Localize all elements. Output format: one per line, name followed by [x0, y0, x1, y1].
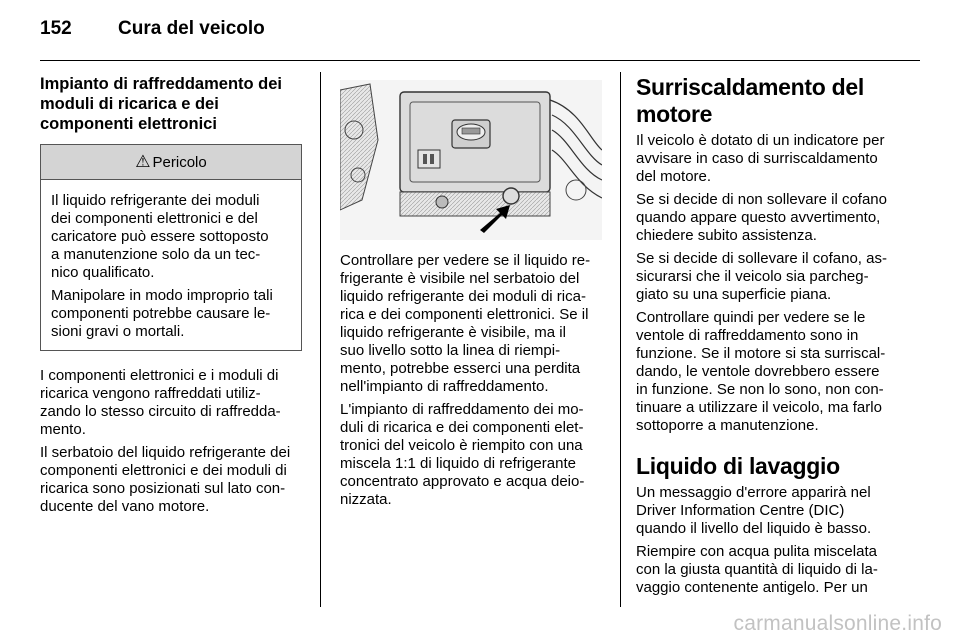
- body-paragraph: Il serbatoio del liquido refrigerante dei componenti elettronici e dei moduli di ricarica sono posizionati sul lato con- ducente del vano motore.: [40, 444, 291, 515]
- section-heading-cooling: Impianto di raffreddamento dei moduli di ricarica e dei componenti elettronici: [40, 75, 283, 133]
- warning-paragraph: Manipolare in modo improprio tali componenti potrebbe causare le- sioni gravi o mortali.: [51, 287, 273, 340]
- body-paragraph: Riempire con acqua pulita miscelata con la giusta quantità di liquido di la- vaggio contenente antigelo. Per un: [636, 543, 878, 596]
- body-paragraph: Il veicolo è dotato di un indicatore per avvisare in caso di surriscaldamento del motore.: [636, 132, 885, 185]
- warning-triangle-icon: ⚠: [135, 152, 151, 171]
- column-2: [340, 80, 602, 514]
- column-divider: [320, 72, 321, 607]
- warning-body: [41, 180, 301, 350]
- warning-title: Pericolo: [152, 153, 207, 171]
- watermark: carmanualsonline.info: [733, 612, 942, 635]
- warning-header: [41, 145, 301, 180]
- body-paragraph: Se si decide di sollevare il cofano, as- sicurarsi che il veicolo sia parcheg- giato su una superficie piana.: [636, 250, 887, 303]
- section-heading-overheating: Surriscaldamento del motore: [636, 74, 864, 127]
- column-1: [40, 74, 302, 521]
- body-paragraph: Se si decide di non sollevare il cofano quando appare questo avvertimento, chiedere subito assistenza.: [636, 191, 887, 244]
- page-header: [40, 18, 920, 52]
- header-rule: [40, 60, 920, 61]
- section-heading-washer-fluid: Liquido di lavaggio: [636, 453, 840, 479]
- body-paragraph: Un messaggio d'errore apparirà nel Driver Information Centre (DIC) quando il livello del liquido è basso.: [636, 484, 872, 537]
- column-divider: [620, 72, 621, 607]
- danger-warning-box: [40, 144, 302, 351]
- body-paragraph: I componenti elettronici e i moduli di ricarica vengono raffreddati utiliz- zando lo stesso circuito di raffredda- mento.: [40, 367, 281, 438]
- warning-paragraph: Il liquido refrigerante dei moduli dei componenti elettronici e del caricatore può essere sottoposto a manutenzione solo da un tec- nico qualificato.: [51, 192, 269, 281]
- engine-bay-drawing: [340, 80, 602, 240]
- column-3: [636, 74, 902, 602]
- body-paragraph: Controllare per vedere se il liquido re- frigerante è visibile nel serbatoio del liquido refrigerante dei moduli di rica- rica e dei componenti elettronici. Se il liquido refrigerante è visibile, ma il suo livello sotto la linea di riempi- mento, potrebbe esserci una perdita nell'impianto di raffreddamento.: [340, 252, 591, 395]
- coolant-reservoir-illustration: [340, 80, 602, 240]
- body-paragraph: Controllare quindi per vedere se le ventole di raffreddamento sono in funzione. Se il motore si sta surriscal- dando, le ventole dovrebbero essere in funzione. Se non lo sono, non con- tinuare a utilizzare il veicolo, ma farlo sottoporre a manutenzione.: [636, 309, 886, 434]
- chapter-title: Cura del veicolo: [118, 18, 265, 39]
- page-number: 152: [40, 18, 72, 39]
- body-paragraph: L'impianto di raffreddamento dei mo- duli di ricarica e dei componenti elet- tronici del veicolo è riempito con una miscela 1:1 di liquido di refrigerante concentrato approvato e acqua deio- nizzata.: [340, 401, 585, 508]
